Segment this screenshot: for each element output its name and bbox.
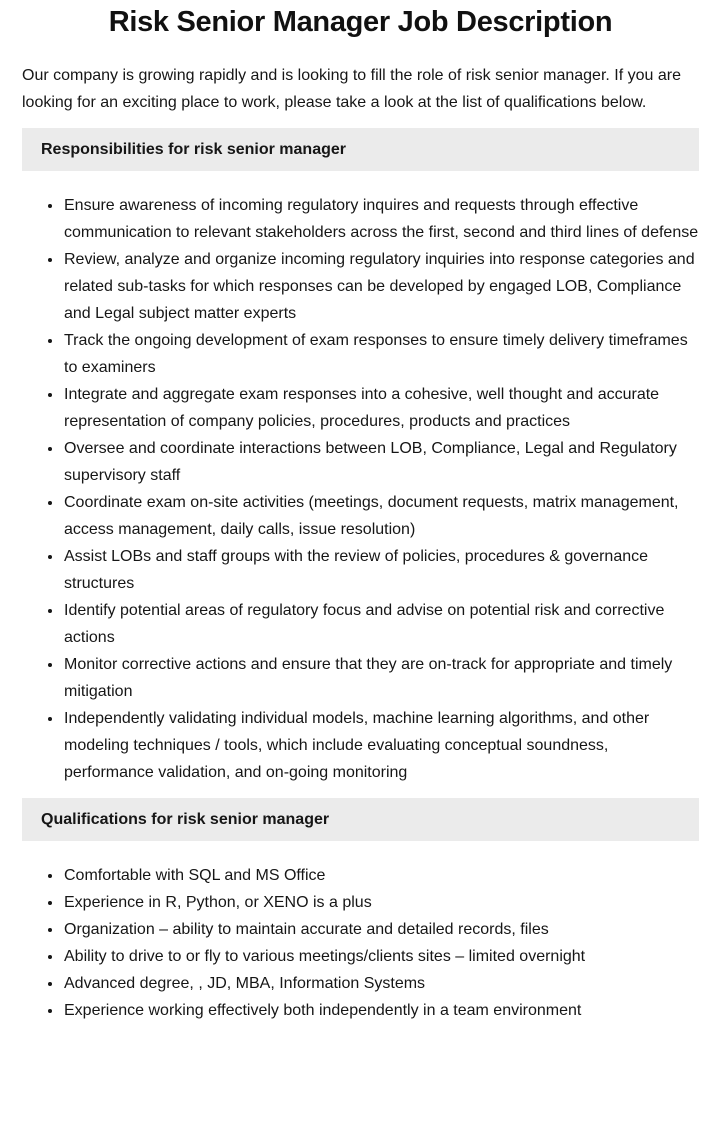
list-item: • Monitor corrective actions and ensure that they are on-track for appropriate and timely mitigation: [63, 651, 699, 705]
qualifications-list: [22, 862, 699, 1024]
list-item: • Review, analyze and organize incoming regulatory inquiries into response categories and related sub-tasks for which responses can be developed by engaged LOB, Compliance and Legal subject matter experts: [63, 246, 699, 327]
list-item: • Assist LOBs and staff groups with the review of policies, procedures & governance structures: [63, 543, 699, 597]
qualifications-section: [22, 798, 699, 1024]
list-item: • Oversee and coordinate interactions between LOB, Compliance, Legal and Regulatory supervisory staff: [63, 435, 699, 489]
list-item: • Track the ongoing development of exam responses to ensure timely delivery timeframes to examiners: [63, 327, 699, 381]
list-item: • Ensure awareness of incoming regulatory inquires and requests through effective communication to relevant stakeholders across the first, second and third lines of defense: [63, 192, 699, 246]
responsibilities-heading: Responsibilities for risk senior manager: [22, 128, 699, 171]
list-item: • Independently validating individual models, machine learning algorithms, and other modeling techniques / tools, which include evaluating conceptual soundness, performance validation, and on-going monitoring: [63, 705, 699, 786]
responsibilities-section: [22, 128, 699, 786]
list-item: • Organization – ability to maintain accurate and detailed records, files: [63, 916, 699, 943]
list-item: • Integrate and aggregate exam responses into a cohesive, well thought and accurate representation of company policies, procedures, products and practices: [63, 381, 699, 435]
list-item: • Comfortable with SQL and MS Office: [63, 862, 699, 889]
list-item: • Ability to drive to or fly to various meetings/clients sites – limited overnight: [63, 943, 699, 970]
list-item: • Experience in R, Python, or XENO is a plus: [63, 889, 699, 916]
page-title: Risk Senior Manager Job Description: [108, 6, 613, 38]
intro-paragraph: Our company is growing rapidly and is looking to fill the role of risk senior manager. If you are looking for an exciting place to work, please take a look at the list of qualifications below.: [22, 67, 681, 111]
qualifications-heading: Qualifications for risk senior manager: [22, 798, 699, 841]
responsibilities-list: [22, 192, 699, 786]
list-item: • Coordinate exam on-site activities (meetings, document requests, matrix management, access management, daily calls, issue resolution): [63, 489, 699, 543]
list-item: • Advanced degree, , JD, MBA, Information Systems: [63, 970, 699, 997]
list-item: • Identify potential areas of regulatory focus and advise on potential risk and corrective actions: [63, 597, 699, 651]
list-item: • Experience working effectively both independently in a team environment: [63, 997, 699, 1024]
